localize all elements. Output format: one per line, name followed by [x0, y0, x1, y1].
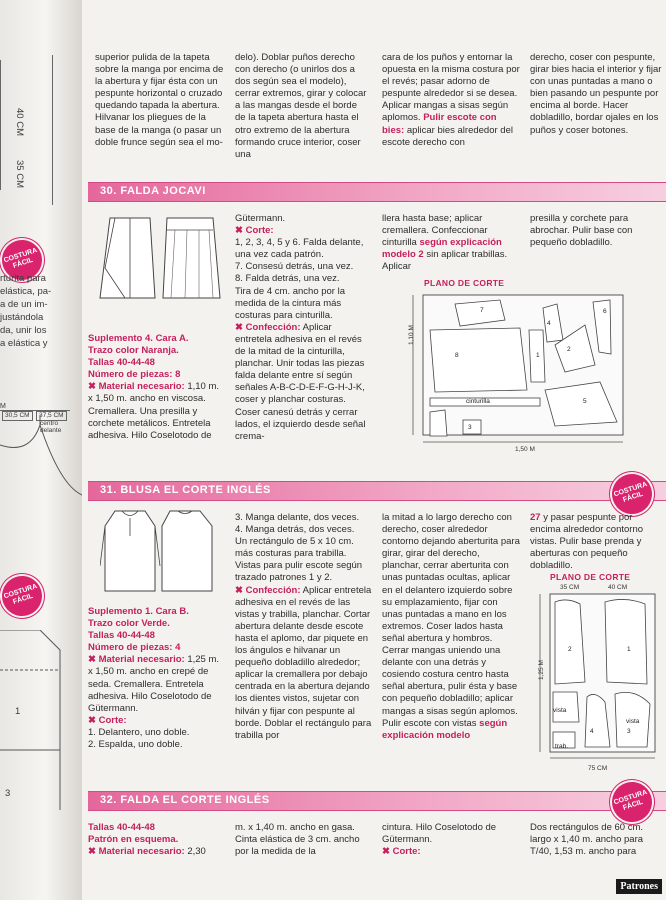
pattern-line — [0, 60, 1, 190]
cutting-plan-diagram — [535, 592, 660, 762]
text-column: delo). Doblar puños derecho con derecho (o unirlos dos a dos según sea el modelo), cerrar extremos, girar y colocar a las mangas desde el borde de la tapeta abertura hasta el otro extremo de la abertura formando cruce interior, coser una — [235, 52, 367, 160]
section30-col2: Gütermann. ✖ Corte: 1, 2, 3, 4, 5 y 6. Falda delante, una vez cada patrón. 7. Consesú detrás, una vez. 8. Falda detrás, una vez. Tira de 4 cm. ancho por la medida de la cintura más costuras para cinturilla. ✖ Confección: Aplicar entretela adhesiva en el revés de la mitad de la cinturilla, planchar. Unir todas las piezas falda delante entre sí según señales A-B-C-D-E-F-G-H-J-K, coser y planchar costuras. Coser canesú detrás y cerrar lados, el izquierdo desde señal crema- — [235, 213, 366, 442]
dim-label: 40 CM — [14, 108, 25, 136]
text-fragment: a elástica y — [0, 338, 48, 349]
dim-label: 30,5 CM — [2, 411, 33, 421]
cutting-plan-diagram — [405, 290, 630, 450]
costura-facil-badge: COSTURA FÁCIL — [0, 571, 47, 621]
dim-label: centro — [40, 420, 59, 427]
text-fragment: rturita para — [0, 273, 46, 284]
pattern-number: 3 — [5, 788, 11, 799]
cross-icon: ✖ — [235, 321, 243, 333]
dim-label: delante — [40, 427, 62, 434]
costura-facil-badge: COSTURA FÁCIL — [0, 235, 47, 285]
cross-icon: ✖ — [382, 846, 390, 858]
section31-col4: 27 y pasar pespunte por encima alrededor contorno vistas. Pulir base prenda y aberturas con pequeño dobladillo. — [530, 512, 644, 572]
pattern-number: 1 — [15, 706, 21, 717]
text-fragment: da, unir los — [0, 325, 47, 336]
piece-label: 4 — [590, 728, 594, 735]
dim-label: 1,25 M — [538, 660, 545, 680]
dim-label: 1,10 M — [408, 325, 415, 345]
piece-label: 8 — [455, 352, 459, 359]
section30-col1: Suplemento 4. Cara A. Trazo color Naranja. Tallas 40-44-48 Número de piezas: 8 ✖ Material necesario: 1,10 m. x 1,50 m. ancho en viscosa. Cremallera. Una presilla y corchete metálicos. Entretela adhesiva. Hilo Coselotodo de — [88, 333, 220, 441]
cross-icon: ✖ — [88, 654, 96, 666]
cross-icon: ✖ — [88, 846, 96, 858]
dim-label: 75 CM — [588, 765, 608, 772]
pattern-line — [52, 55, 53, 205]
section31-col1: Suplemento 1. Cara B. Trazo color Verde. Tallas 40-44-48 Número de piezas: 4 ✖ Material necesario: 1,25 m. x 1,50 m. ancho en crepé de seda. Cremallera. Entretela adhesiva. Hilo Coselotodo de Gütermann. ✖ Corte: 1. Delantero, uno doble. 2. Espalda, uno doble. — [88, 606, 220, 751]
text-fragment: elástica, pa- — [0, 286, 52, 297]
skirt-illustration — [95, 208, 225, 308]
dim-label: 35 CM — [560, 584, 580, 591]
section-band: 32. FALDA EL CORTE INGLÉS — [88, 791, 666, 811]
section-band: 30. FALDA JOCAVI — [88, 182, 666, 202]
dim-label: 37,5 CM — [36, 411, 67, 421]
pattern-drawing — [0, 415, 82, 505]
dim-label: 35 CM — [14, 160, 25, 188]
text-fragment: a de un im- — [0, 299, 48, 310]
patrones-logo: Patrones — [616, 879, 662, 894]
dim-label: 1,50 M — [515, 446, 535, 453]
cross-icon: ✖ — [88, 381, 96, 393]
text-column: derecho, coser con pespunte, girar bies hacia el interior y fijar con unas puntadas a mano o bien pasando un pespunte por encima al borde. Hacer dobladillo, bordar ojales en los puños y coser botones. — [530, 52, 662, 136]
blouse-illustration — [100, 506, 220, 598]
piece-label: cinturilla — [466, 398, 490, 405]
pattern-drawing — [0, 630, 82, 830]
piece-label: vista — [626, 718, 640, 725]
section32-col2: m. x 1,40 m. ancho en gasa. Cinta elástica de 3 cm. ancho por la medida de la — [235, 822, 360, 858]
piece-label: vista — [553, 707, 567, 714]
piece-label: 4 — [547, 320, 551, 327]
plano-de-corte-title: PLANO DE CORTE — [424, 278, 505, 288]
section31-col3: la mitad a lo largo derecho con derecho, coser alrededor contorno dejando aberturita para girar, girar del derecho, planchar, cerrar aberturita con unas puntadas ocultas, aplicar en el delantero izquierdo sobre su emplazamiento, fijar con unas puntadas a mano en los extremos. Coser lados hasta señal abertura y hombros. Cerrar mangas uniendo una delante con una detrás y cosiendo costura centro hasta señal abertura, pulir ésta y base con pequeño dobladillo; aplicar mangas a sisas según aplomos. Pulir escote con vistas según explicación modelo — [382, 512, 520, 741]
dim-label: M — [0, 403, 6, 410]
section-band: 31. BLUSA EL CORTE INGLÉS — [88, 481, 666, 501]
plano-de-corte-title: PLANO DE CORTE — [550, 572, 631, 582]
piece-label: 3 — [468, 424, 472, 431]
costura-facil-badge: COSTURA FÁCIL — [607, 469, 657, 519]
text-column: superior pulida de la tapeta sobre la manga por encima de la abertura y fijar ésta con un pespunte horizontal o cruzado quedando tapada la abertura. Hilvanar los pliegues de la base de la manga (o pasar un doble frunce según sea el mo- — [95, 52, 224, 148]
cross-icon: ✖ — [235, 225, 243, 237]
piece-label: 1 — [627, 646, 631, 653]
piece-label: 3 — [627, 728, 631, 735]
section32-col1: Tallas 40-44-48 Patrón en esquema. ✖ Material necesario: 2,30 — [88, 822, 206, 858]
section30-col4: presilla y corchete para abrochar. Pulir base con pequeño dobladillo. — [530, 213, 633, 249]
section31-col2: 3. Manga delante, dos veces. 4. Manga detrás, dos veces. Un rectángulo de 5 x 10 cm. más costuras para trabilla. Vistas para pulir escote según trazado patrones 1 y 2. ✖ Confección: Aplicar entretela adhesiva en el revés de las vistas y trabilla, planchar. Cortar abertura delante desde escote hasta el aplomo, dar piquete en los ángulos e hilvanar un pequeño dobladillo alrededor; aplicar la cremallera por debajo centrada en la abertura dejando los dientes vistos, sujetar con hilván y fijar con pespunte al borde. Doblar el rectángulo para trabilla por — [235, 512, 372, 741]
section32-col4: Dos rectángulos de 60 cm. largo x 1,40 m. ancho para T/40, 1,53 m. ancho para — [530, 822, 644, 858]
piece-label: 1 — [536, 352, 540, 359]
piece-label: 2 — [567, 346, 571, 353]
text-fragment: justándola — [0, 312, 44, 323]
dim-label: 40 CM — [608, 584, 628, 591]
section30-col3: llera hasta base; aplicar cremallera. Confeccionar cinturilla según explicación modelo 2 sin aplicar trabillas. Aplicar — [382, 213, 508, 273]
costura-facil-badge: COSTURA FÁCIL — [607, 777, 657, 827]
piece-label: 2 — [568, 646, 572, 653]
cross-icon: ✖ — [235, 584, 243, 596]
text-column: cara de los puños y entornar la opuesta en la misma costura por el revés; pasar adorno de pespunte alrededor si se desea. Aplicar mangas a sisas según aplomos. Pulir escote con bies: aplicar bies alrededor del escote derecho con — [382, 52, 520, 148]
piece-label: trab. — [555, 743, 569, 750]
section32-col3: cintura. Hilo Coselotodo de Gütermann. ✖ Corte: — [382, 822, 497, 858]
piece-label: 5 — [583, 398, 587, 405]
piece-label: 7 — [480, 307, 484, 314]
left-page-margin — [0, 0, 82, 900]
cross-icon: ✖ — [88, 714, 96, 726]
piece-label: 6 — [603, 308, 607, 315]
